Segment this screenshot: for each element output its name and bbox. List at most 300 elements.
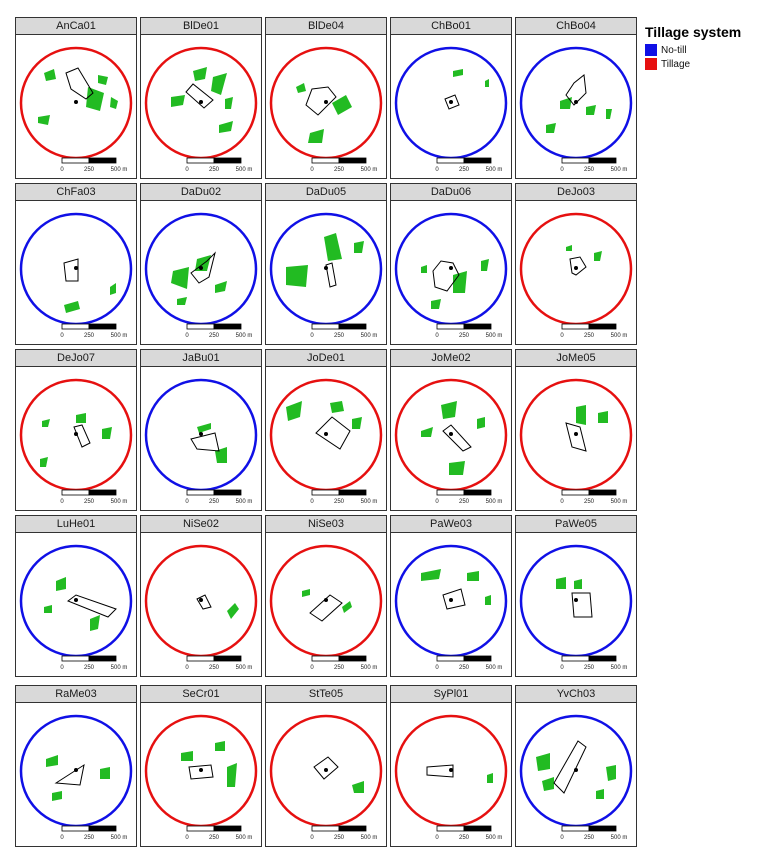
crop-patch	[302, 589, 310, 597]
site-map	[16, 201, 136, 345]
sample-point	[449, 768, 453, 772]
crop-patch	[485, 79, 489, 87]
scale-bar-label: 500 m	[110, 835, 128, 841]
scale-bar	[310, 324, 377, 339]
panel-label: RaMe03	[16, 686, 136, 703]
map-panel	[390, 349, 512, 511]
scale-bar-white	[312, 490, 339, 495]
scale-bar-black	[589, 324, 616, 329]
legend-label-no-till: No-till	[661, 44, 687, 56]
legend-item-tillage	[645, 57, 765, 71]
crop-patch	[431, 299, 441, 309]
crop-patch	[576, 405, 586, 425]
legend-label-tillage: Tillage	[661, 58, 691, 70]
crop-patch	[477, 417, 485, 429]
scale-bar	[435, 656, 502, 671]
scale-bar-label: 0	[310, 835, 314, 841]
scale-bar-black	[464, 490, 491, 495]
crop-patch	[574, 579, 582, 589]
crop-patch	[171, 95, 185, 107]
scale-bar	[60, 158, 127, 173]
scale-bar	[185, 324, 252, 339]
sample-point	[199, 266, 203, 270]
crop-patch	[606, 109, 612, 119]
scale-bar-white	[562, 490, 589, 495]
map-panel	[515, 183, 637, 345]
scale-bar-label: 250	[583, 167, 595, 173]
scale-bar-label: 0	[310, 499, 314, 505]
scale-bar-label: 250	[458, 333, 470, 339]
crop-patch	[86, 87, 104, 111]
site-map	[516, 703, 636, 847]
scale-bar-label: 0	[435, 167, 439, 173]
crop-patch	[46, 755, 58, 767]
sample-point	[324, 100, 328, 104]
crop-patch	[98, 75, 108, 85]
crop-patch	[606, 765, 616, 781]
crop-patch	[171, 267, 189, 289]
scale-bar-white	[187, 158, 214, 163]
scale-bar-label: 0	[60, 167, 64, 173]
scale-bar-black	[214, 158, 241, 163]
panel-label: JaBu01	[141, 350, 261, 367]
crop-patch	[76, 413, 86, 423]
panel-label: JoDe01	[266, 350, 386, 367]
panel-label: SyPl01	[391, 686, 511, 703]
scale-bar-label: 500 m	[360, 167, 378, 173]
scale-bar-label: 0	[60, 499, 64, 505]
map-panel	[265, 17, 387, 179]
crop-patch	[197, 423, 211, 433]
map-panel	[140, 685, 262, 847]
panel-label: DaDu02	[141, 184, 261, 201]
panel-label: NiSe02	[141, 516, 261, 533]
field-outline	[570, 257, 586, 275]
scale-bar	[560, 826, 627, 841]
scale-bar-white	[62, 490, 89, 495]
crop-patch	[598, 411, 608, 423]
site-map	[391, 533, 511, 677]
site-map	[141, 367, 261, 511]
site-map	[516, 201, 636, 345]
scale-bar-label: 500 m	[235, 499, 253, 505]
crop-patch	[421, 265, 427, 273]
panel-label: LuHe01	[16, 516, 136, 533]
field-outline	[197, 595, 211, 609]
crop-patch	[219, 121, 233, 133]
scale-bar-label: 0	[310, 167, 314, 173]
scale-bar-label: 250	[83, 167, 95, 173]
scale-bar-label: 250	[208, 499, 220, 505]
scale-bar-white	[312, 158, 339, 163]
scale-bar-label: 0	[185, 665, 189, 671]
panel-label: NiSe03	[266, 516, 386, 533]
site-map	[266, 367, 386, 511]
scale-bar-white	[312, 826, 339, 831]
crop-patch	[546, 123, 556, 133]
panel-label: SeCr01	[141, 686, 261, 703]
map-panel	[15, 349, 137, 511]
crop-patch	[354, 241, 364, 253]
scale-bar	[60, 826, 127, 841]
crop-patch	[286, 401, 302, 421]
scale-bar-label: 250	[333, 167, 345, 173]
crop-patch	[487, 773, 493, 783]
panel-label: StTe05	[266, 686, 386, 703]
legend-title: Tillage system	[645, 24, 742, 40]
crop-patch	[110, 97, 118, 109]
field-outline	[191, 433, 219, 451]
panel-label: AnCa01	[16, 18, 136, 35]
field-outline	[427, 765, 453, 777]
site-map	[141, 35, 261, 179]
scale-bar	[310, 490, 377, 505]
site-map	[266, 533, 386, 677]
map-panel	[140, 17, 262, 179]
scale-bar	[435, 826, 502, 841]
crop-patch	[441, 401, 457, 419]
scale-bar	[60, 490, 127, 505]
scale-bar-white	[437, 324, 464, 329]
scale-bar-black	[214, 324, 241, 329]
map-panel	[15, 17, 137, 179]
sample-point	[74, 598, 78, 602]
scale-bar-label: 250	[208, 333, 220, 339]
scale-bar-black	[464, 656, 491, 661]
scale-bar	[435, 324, 502, 339]
scale-bar-label: 0	[60, 665, 64, 671]
crop-patch	[215, 281, 227, 293]
scale-bar-black	[464, 324, 491, 329]
scale-bar-white	[62, 826, 89, 831]
crop-patch	[56, 577, 66, 591]
scale-bar-white	[187, 656, 214, 661]
scale-bar-label: 0	[560, 333, 564, 339]
map-panel	[140, 349, 262, 511]
crop-patch	[64, 301, 80, 313]
scale-bar-black	[339, 490, 366, 495]
scale-bar-label: 0	[185, 499, 189, 505]
scale-bar-white	[437, 656, 464, 661]
scale-bar-label: 0	[560, 665, 564, 671]
sample-point	[574, 266, 578, 270]
map-panel	[15, 685, 137, 847]
scale-bar	[60, 324, 127, 339]
site-map	[391, 367, 511, 511]
scale-bar-label: 500 m	[360, 333, 378, 339]
scale-bar-label: 250	[208, 835, 220, 841]
crop-patch	[453, 271, 467, 293]
sample-point	[449, 432, 453, 436]
field-outline	[64, 259, 78, 281]
scale-bar-label: 250	[83, 835, 95, 841]
crop-patch	[52, 791, 62, 801]
scale-bar-label: 500 m	[610, 665, 628, 671]
scale-bar-white	[187, 324, 214, 329]
site-map	[16, 35, 136, 179]
scale-bar-black	[89, 826, 116, 831]
scale-bar-label: 250	[333, 665, 345, 671]
scale-bar-label: 0	[560, 499, 564, 505]
scale-bar	[560, 158, 627, 173]
site-map	[141, 201, 261, 345]
scale-bar-label: 250	[83, 665, 95, 671]
crop-patch	[90, 615, 100, 631]
field-outline	[316, 417, 350, 449]
field-outline	[572, 593, 592, 617]
crop-patch	[421, 569, 441, 581]
scale-bar	[435, 158, 502, 173]
crop-patch	[324, 233, 342, 261]
panel-label: DaDu06	[391, 184, 511, 201]
crop-patch	[596, 789, 604, 799]
crop-patch	[181, 751, 193, 761]
legend-swatch-tillage	[645, 58, 657, 70]
scale-bar-label: 250	[333, 499, 345, 505]
scale-bar	[185, 826, 252, 841]
panel-label: DaDu05	[266, 184, 386, 201]
scale-bar-black	[89, 158, 116, 163]
scale-bar-black	[589, 158, 616, 163]
scale-bar-white	[62, 324, 89, 329]
crop-patch	[100, 767, 110, 779]
scale-bar-black	[339, 826, 366, 831]
sample-point	[74, 768, 78, 772]
scale-bar-white	[187, 490, 214, 495]
crop-patch	[560, 97, 572, 109]
scale-bar-label: 0	[560, 835, 564, 841]
sample-point	[74, 432, 78, 436]
crop-patch	[453, 69, 463, 77]
field-outline	[326, 263, 336, 287]
scale-bar-white	[562, 158, 589, 163]
scale-bar-label: 250	[583, 665, 595, 671]
crop-patch	[38, 115, 50, 125]
scale-bar	[60, 656, 127, 671]
scale-bar	[435, 490, 502, 505]
crop-patch	[421, 427, 433, 437]
crop-patch	[227, 603, 239, 619]
scale-bar-label: 250	[208, 167, 220, 173]
scale-bar-black	[589, 656, 616, 661]
scale-bar-label: 250	[333, 333, 345, 339]
panel-label: PaWe03	[391, 516, 511, 533]
map-panel	[265, 515, 387, 677]
scale-bar-black	[339, 656, 366, 661]
scale-bar-black	[589, 490, 616, 495]
map-panel	[15, 515, 137, 677]
scale-bar	[185, 656, 252, 671]
crop-patch	[296, 83, 306, 93]
site-map	[516, 367, 636, 511]
map-panel	[265, 349, 387, 511]
map-panel	[515, 349, 637, 511]
sample-point	[199, 598, 203, 602]
panel-label: YvCh03	[516, 686, 636, 703]
scale-bar-label: 250	[83, 499, 95, 505]
scale-bar-label: 250	[458, 665, 470, 671]
site-map	[16, 703, 136, 847]
scale-bar-label: 500 m	[360, 835, 378, 841]
field-outline	[56, 765, 84, 785]
site-map	[266, 703, 386, 847]
crop-patch	[330, 401, 344, 413]
map-panel	[265, 685, 387, 847]
crop-patch	[481, 259, 489, 271]
legend-swatch-no-till	[645, 44, 657, 56]
scale-bar-black	[214, 656, 241, 661]
scale-bar-label: 250	[458, 499, 470, 505]
sample-point	[199, 768, 203, 772]
scale-bar-white	[562, 656, 589, 661]
sample-point	[324, 598, 328, 602]
crop-patch	[352, 781, 364, 793]
scale-bar-white	[437, 490, 464, 495]
scale-bar	[185, 490, 252, 505]
panel-label: ChBo01	[391, 18, 511, 35]
map-panel	[140, 183, 262, 345]
legend	[645, 24, 765, 71]
scale-bar-label: 500 m	[485, 167, 503, 173]
sample-point	[449, 100, 453, 104]
crop-patch	[44, 605, 52, 613]
map-panel	[515, 685, 637, 847]
scale-bar-white	[562, 324, 589, 329]
crop-patch	[215, 741, 225, 751]
scale-bar	[310, 158, 377, 173]
crop-patch	[556, 577, 566, 589]
site-map	[141, 533, 261, 677]
field-outline	[306, 87, 336, 115]
crop-patch	[594, 251, 602, 261]
panel-label: DeJo07	[16, 350, 136, 367]
scale-bar-label: 250	[458, 835, 470, 841]
scale-bar-label: 250	[83, 333, 95, 339]
scale-bar-label: 500 m	[485, 665, 503, 671]
panel-label: ChFa03	[16, 184, 136, 201]
scale-bar-label: 500 m	[610, 167, 628, 173]
site-map	[516, 35, 636, 179]
scale-bar-label: 500 m	[485, 499, 503, 505]
scale-bar-label: 500 m	[110, 167, 128, 173]
scale-bar	[185, 158, 252, 173]
panel-label: JoMe05	[516, 350, 636, 367]
scale-bar	[560, 324, 627, 339]
crop-patch	[193, 67, 207, 81]
crop-patch	[44, 69, 56, 81]
scale-bar-white	[312, 324, 339, 329]
scale-bar-black	[339, 324, 366, 329]
scale-bar-label: 250	[583, 333, 595, 339]
scale-bar-white	[62, 158, 89, 163]
map-panel	[265, 183, 387, 345]
scale-bar-label: 500 m	[110, 499, 128, 505]
sample-point	[574, 598, 578, 602]
field-outline	[443, 425, 471, 451]
site-map	[516, 533, 636, 677]
crop-patch	[352, 417, 362, 429]
map-panel	[390, 515, 512, 677]
scale-bar-label: 250	[583, 499, 595, 505]
scale-bar-black	[214, 490, 241, 495]
sample-point	[324, 432, 328, 436]
field-outline	[74, 425, 90, 447]
scale-bar-white	[437, 826, 464, 831]
field-outline	[566, 423, 586, 451]
crop-patch	[211, 73, 227, 95]
crop-patch	[286, 265, 308, 287]
scale-bar-black	[589, 826, 616, 831]
sample-point	[199, 432, 203, 436]
scale-bar-white	[312, 656, 339, 661]
scale-bar-label: 250	[458, 167, 470, 173]
crop-patch	[467, 571, 479, 581]
scale-bar-label: 0	[310, 665, 314, 671]
scale-bar-label: 500 m	[110, 333, 128, 339]
site-map	[391, 35, 511, 179]
crop-patch	[536, 753, 550, 771]
crop-patch	[449, 461, 465, 475]
field-outline	[443, 589, 465, 609]
scale-bar-black	[464, 158, 491, 163]
scale-bar-label: 0	[60, 333, 64, 339]
scale-bar-label: 500 m	[610, 333, 628, 339]
scale-bar-white	[437, 158, 464, 163]
map-panel	[515, 515, 637, 677]
crop-patch	[102, 427, 112, 439]
sample-point	[574, 100, 578, 104]
scale-bar-label: 500 m	[110, 665, 128, 671]
map-panel	[390, 183, 512, 345]
crop-patch	[342, 601, 352, 613]
sample-point	[574, 432, 578, 436]
scale-bar-label: 0	[560, 167, 564, 173]
scale-bar-label: 0	[60, 835, 64, 841]
sample-point	[74, 100, 78, 104]
site-map	[16, 367, 136, 511]
scale-bar-label: 0	[185, 333, 189, 339]
crop-patch	[542, 777, 554, 791]
scale-bar-white	[187, 826, 214, 831]
crop-patch	[215, 447, 227, 463]
panel-label: ChBo04	[516, 18, 636, 35]
scale-bar-label: 0	[435, 665, 439, 671]
sample-point	[449, 598, 453, 602]
sample-point	[199, 100, 203, 104]
map-panel	[15, 183, 137, 345]
crop-patch	[586, 105, 596, 115]
field-outline	[186, 84, 213, 108]
scale-bar-label: 250	[208, 665, 220, 671]
scale-bar-black	[464, 826, 491, 831]
scale-bar-label: 500 m	[610, 499, 628, 505]
site-map	[391, 201, 511, 345]
scale-bar-black	[89, 324, 116, 329]
scale-bar-label: 250	[583, 835, 595, 841]
scale-bar-black	[89, 656, 116, 661]
scale-bar-label: 250	[333, 835, 345, 841]
sample-point	[449, 266, 453, 270]
crop-patch	[308, 129, 324, 143]
crop-patch	[485, 595, 491, 605]
scale-bar-label: 0	[435, 333, 439, 339]
scale-bar-white	[562, 826, 589, 831]
panel-label: BlDe04	[266, 18, 386, 35]
scale-bar-label: 500 m	[360, 499, 378, 505]
scale-bar-white	[62, 656, 89, 661]
scale-bar-black	[89, 490, 116, 495]
scale-bar-label: 500 m	[360, 665, 378, 671]
